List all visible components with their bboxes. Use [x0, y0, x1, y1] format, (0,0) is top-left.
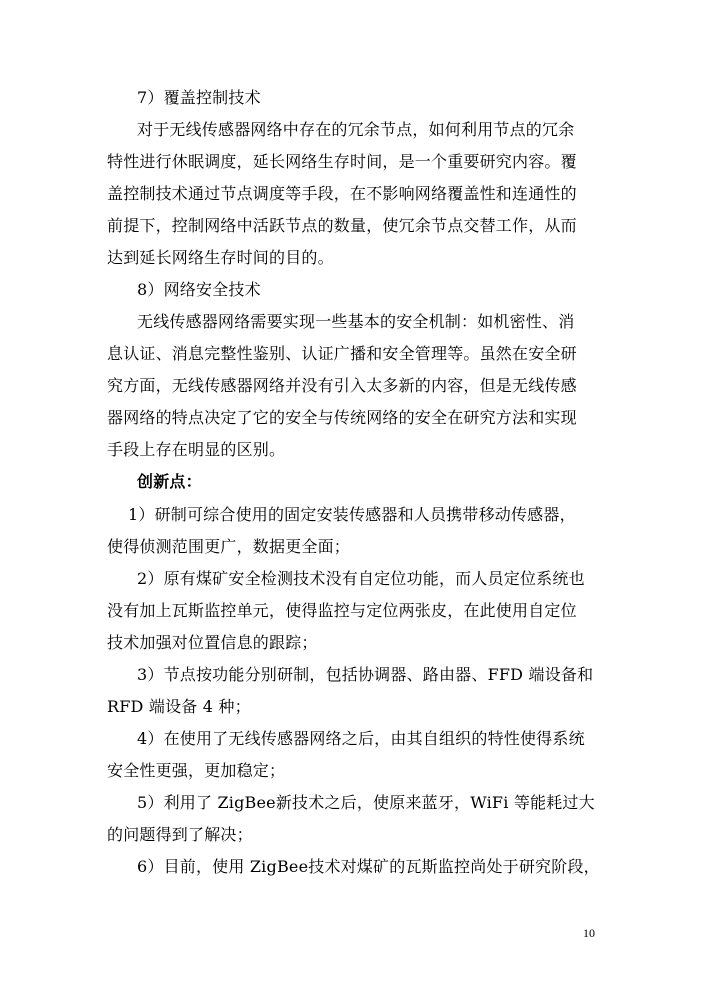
innovation-item-1-cont: 使得侦测范围更广，数据更全面； [107, 537, 351, 556]
section-heading-coverage-control: 7）覆盖控制技术 [137, 88, 261, 107]
paragraph-line: 手段上存在明显的区别。 [107, 440, 286, 459]
paragraph-line: 特性进行休眠调度，延长网络生存时间，是一个重要研究内容。覆 [107, 152, 577, 171]
paragraph-line: 盖控制技术通过节点调度等手段，在不影响网络覆盖性和连通性的 [107, 184, 577, 203]
paragraph-line: 无线传感器网络需要实现一些基本的安全机制：如机密性、消 [137, 312, 575, 331]
innovation-item-3: 3）节点按功能分别研制，包括协调器、路由器、FFD 端设备和 [137, 665, 594, 684]
innovation-item-3-cont: RFD 端设备 4 种； [107, 697, 251, 716]
innovation-item-5-cont: 的问题得到了解决； [107, 825, 253, 844]
innovation-item-2: 2）原有煤矿安全检测技术没有自定位功能，而人员定位系统也 [137, 569, 585, 588]
innovation-item-6: 6）目前，使用 ZigBee技术对煤矿的瓦斯监控尚处于研究阶段， [137, 857, 600, 876]
innovation-heading: 创新点： [137, 472, 202, 491]
page-number: 10 [583, 926, 595, 940]
paragraph-line: 前提下，控制网络中活跃节点的数量，使冗余节点交替工作，从而 [107, 216, 577, 235]
paragraph-line: 对于无线传感器网络中存在的冗余节点，如何利用节点的冗余 [137, 120, 575, 139]
innovation-item-2-cont: 技术加强对位置信息的跟踪； [107, 633, 318, 652]
paragraph-line: 究方面，无线传感器网络并没有引入太多新的内容，但是无线传感 [107, 376, 577, 395]
innovation-item-4: 4）在使用了无线传感器网络之后，由其自组织的特性使得系统 [137, 729, 585, 748]
paragraph-line: 达到延长网络生存时间的目的。 [107, 248, 334, 267]
innovation-item-1: 1）研制可综合使用的固定安装传感器和人员携带移动传感器， [128, 505, 576, 524]
innovation-item-5: 5）利用了 ZigBee新技术之后，使原来蓝牙，WiFi 等能耗过大 [137, 793, 595, 812]
section-heading-network-security: 8）网络安全技术 [137, 280, 261, 299]
innovation-item-2-cont: 没有加上瓦斯监控单元，使得监控与定位两张皮，在此使用自定位 [107, 601, 577, 620]
innovation-item-4-cont: 安全性更强，更加稳定； [107, 761, 286, 780]
paragraph-line: 息认证、消息完整性鉴别、认证广播和安全管理等。虽然在安全研 [107, 344, 577, 363]
paragraph-line: 器网络的特点决定了它的安全与传统网络的安全在研究方法和实现 [107, 408, 577, 427]
